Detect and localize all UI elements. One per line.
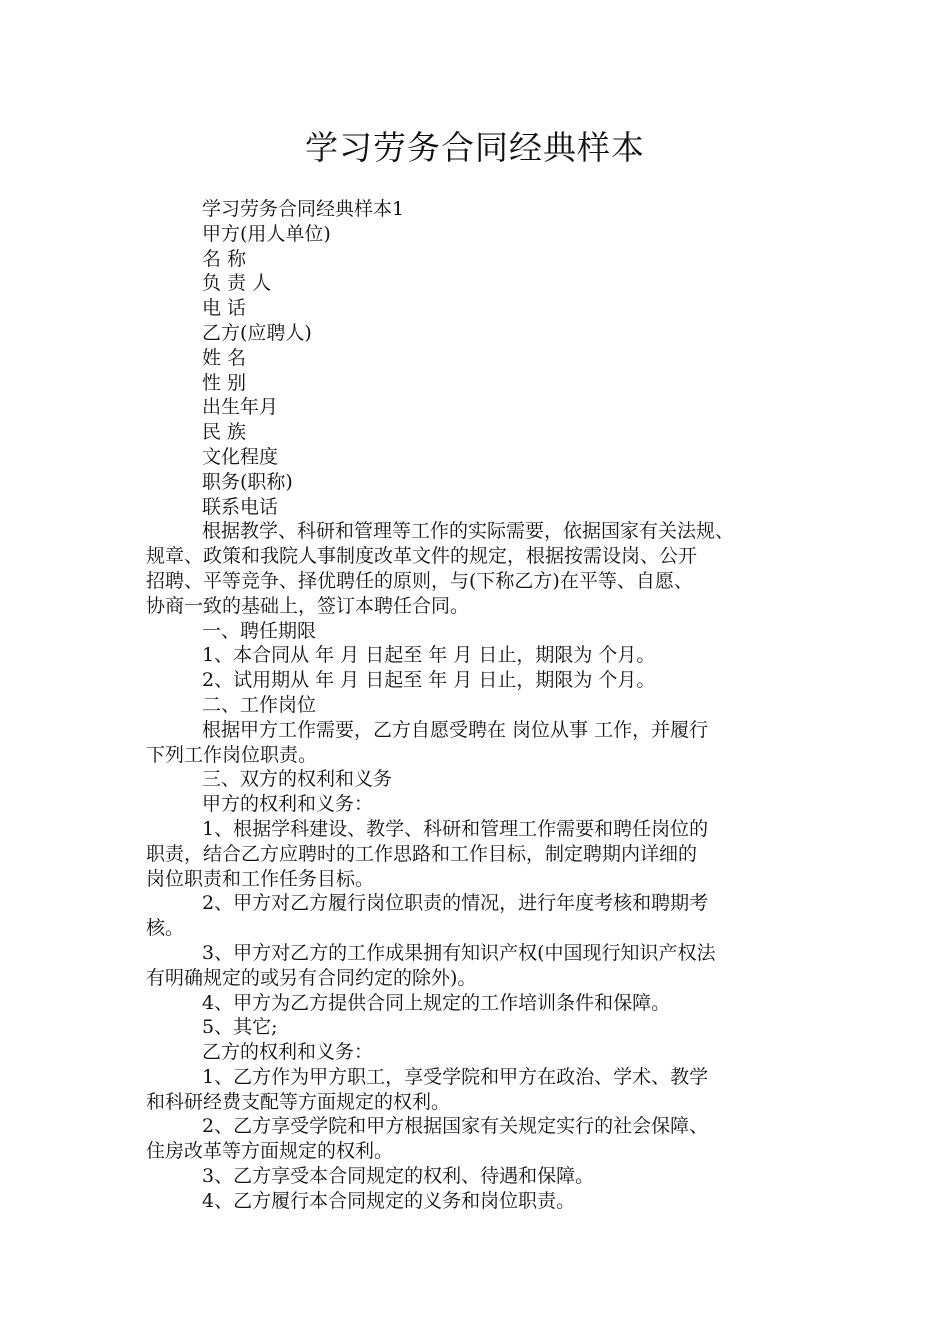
clause-heading: 三、双方的权利和义务 [202,768,393,791]
document-body [146,197,812,1214]
clause-line: 岗位职责和工作任务目标。 [146,867,375,890]
party-a-label: 甲方(用人单位) [202,222,331,245]
clause-line: 和科研经费支配等方面规定的权利。 [146,1090,451,1113]
field-ethnicity: 民 族 [202,421,247,444]
clause-line: 1、本合同从 年 月 日起至 年 月 日止，期限为 个月。 [202,644,656,667]
clause-line: 有明确规定的或另有合同约定的除外)。 [146,966,477,989]
clause-line: 住房改革等方面规定的权利。 [146,1140,394,1163]
subsection-heading: 乙方的权利和义务： [202,1041,374,1064]
clause-heading: 二、工作岗位 [202,693,317,716]
paragraph-line: 根据教学、科研和管理等工作的实际需要，依据国家有关法规、 [202,520,735,543]
paragraph-line: 协商一致的基础上，签订本聘任合同。 [146,594,470,617]
field-full-name: 姓 名 [202,346,247,369]
clause-line: 2、甲方对乙方履行岗位职责的情况，进行年度考核和聘期考 [202,892,709,915]
field-phone: 电 话 [202,297,247,320]
clause-line: 核。 [146,917,185,940]
clause-line: 4、甲方为乙方提供合同上规定的工作培训条件和保障。 [202,991,671,1014]
document-title: 学习劳务合同经典样本 [305,128,645,167]
clause-line: 3、乙方享受本合同规定的权利、待遇和保障。 [202,1165,595,1188]
field-gender: 性 别 [202,371,247,394]
field-responsible-person: 负 责 人 [202,272,272,295]
field-position: 职务(职称) [202,470,293,493]
party-b-label: 乙方(应聘人) [202,321,312,344]
section-heading: 学习劳务合同经典样本1 [202,198,405,220]
clause-line: 5、其它; [202,1016,278,1039]
field-education: 文化程度 [202,445,279,468]
paragraph-line: 规章、政策和我院人事制度改革文件的规定，根据按需设岗、公开 [146,545,698,568]
paragraph-line: 根据甲方工作需要，乙方自愿受聘在 岗位从事 工作，并履行 [202,718,709,741]
clause-line: 1、根据学科建设、教学、科研和管理工作需要和聘任岗位的 [202,817,709,840]
field-birth-date: 出生年月 [202,396,279,419]
clause-line: 3、甲方对乙方的工作成果拥有知识产权(中国现行知识产权法 [202,941,716,964]
clause-line: 2、乙方享受学院和甲方根据国家有关规定实行的社会保障、 [202,1115,709,1138]
field-name: 名 称 [202,247,247,270]
field-contact-phone: 联系电话 [202,495,279,518]
clause-line: 4、乙方履行本合同规定的义务和岗位职责。 [202,1189,576,1212]
clause-line: 职责，结合乙方应聘时的工作思路和工作目标，制定聘期内详细的 [146,842,698,865]
paragraph-line: 下列工作岗位职责。 [146,743,318,766]
clause-line: 1、乙方作为甲方职工，享受学院和甲方在政治、学术、教学 [202,1065,709,1088]
subsection-heading: 甲方的权利和义务： [202,793,374,816]
clause-line: 2、试用期从 年 月 日起至 年 月 日止，期限为 个月。 [202,669,656,692]
clause-heading: 一、聘任期限 [202,619,317,642]
paragraph-line: 招聘、平等竞争、择优聘任的原则，与(下称乙方)在平等、自愿、 [146,569,693,592]
